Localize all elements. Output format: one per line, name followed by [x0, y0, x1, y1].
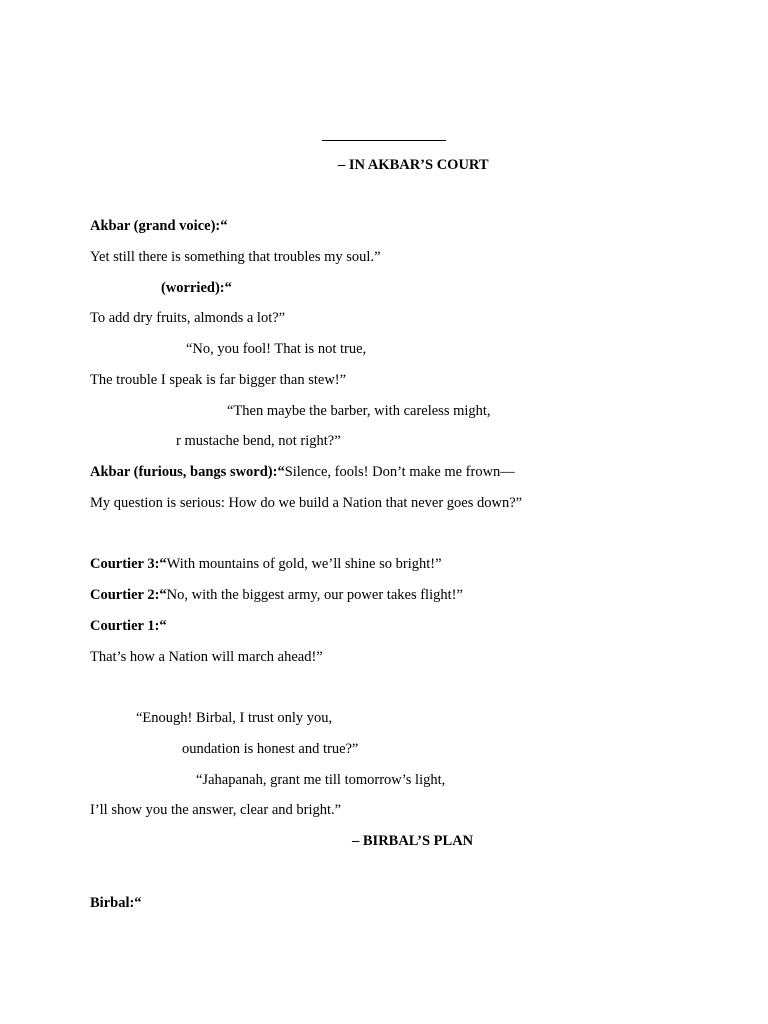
title-underline-rule — [322, 140, 446, 141]
scene-heading-birbals-plan: – BIRBAL’S PLAN — [352, 833, 474, 849]
dialogue-text: With mountains of gold, we’ll shine so bright!” — [166, 556, 442, 572]
dialogue-line: “No, you fool! That is not true, — [186, 341, 367, 357]
dialogue-line: I’ll show you the answer, clear and bright.” — [90, 802, 342, 818]
dialogue-line: Yet still there is something that troubles my soul.” — [90, 249, 381, 265]
courtier-2-speaker: Courtier 2:“ — [90, 587, 167, 603]
courtier-1-speaker: Courtier 1:“ — [90, 618, 167, 634]
courtier-3-speaker: Courtier 3:“ — [90, 556, 167, 572]
dialogue-text: Silence, fools! Don’t make me frown— — [284, 464, 515, 480]
dialogue-line: “Then maybe the barber, with careless might, — [227, 403, 491, 419]
dialogue-line: oundation is honest and true?” — [182, 741, 359, 757]
dialogue-line: “Jahapanah, grant me till tomorrow’s light, — [196, 772, 446, 788]
akbar-furious-line — [90, 463, 515, 481]
dialogue-line: r mustache bend, not right?” — [176, 433, 341, 449]
scene-heading-akbars-court: – IN AKBAR’S COURT — [338, 157, 489, 173]
akbar-grand-voice-speaker: Akbar (grand voice):“ — [90, 218, 228, 234]
dialogue-line: That’s how a Nation will march ahead!” — [90, 649, 323, 665]
worried-speaker: (worried):“ — [161, 280, 232, 296]
courtier-3-line — [90, 555, 442, 573]
dialogue-text: No, with the biggest army, our power takes flight!” — [166, 587, 463, 603]
courtier-2-line — [90, 586, 463, 604]
dialogue-line: “Enough! Birbal, I trust only you, — [136, 710, 333, 726]
dialogue-line: My question is serious: How do we build a Nation that never goes down?” — [90, 495, 523, 511]
dialogue-line: To add dry fruits, almonds a lot?” — [90, 310, 286, 326]
akbar-furious-speaker: Akbar (furious, bangs sword):“ — [90, 464, 285, 480]
birbal-speaker: Birbal:“ — [90, 895, 142, 911]
dialogue-line: The trouble I speak is far bigger than stew!” — [90, 372, 347, 388]
